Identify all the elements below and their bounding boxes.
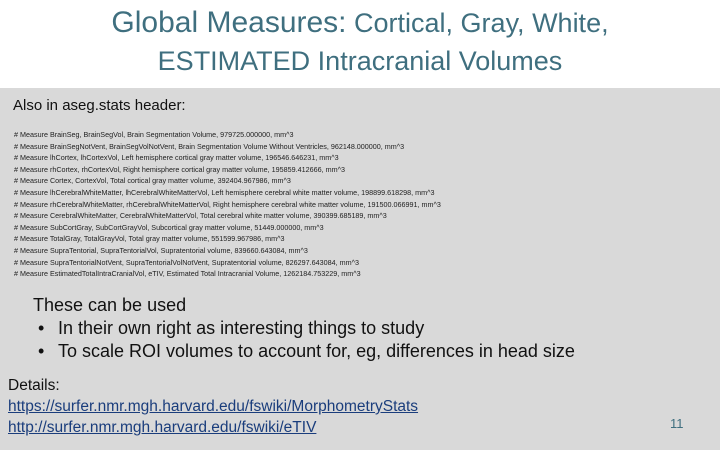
usage-bullet [38,340,575,363]
morphometry-stats-link[interactable]: https://surfer.nmr.mgh.harvard.edu/fswiki/MorphometryStats [8,398,419,415]
measure-line: # Measure BrainSeg, BrainSegVol, Brain Segmentation Volume, 979725.000000, mm^3 [14,130,294,139]
measure-line: # Measure SupraTentorial, SupraTentorialVol, Supratentorial volume, 839660.643084, mm^3 [14,245,308,255]
usage-section [33,294,575,363]
title-part-1: Global Measures: [111,6,347,39]
usage-bullet-text: To scale ROI volumes to account for, eg, differences in head size [58,341,575,361]
measure-line: # Measure SupraTentorialNotVent, SupraTentorialVolNotVent, Supratentorial volume, 826297.643084, mm^3 [14,257,359,267]
details-section [8,375,418,438]
measure-line: # Measure rhCortex, rhCortexVol, Right hemisphere cortical gray matter volume, 195859.412666, mm^3 [14,164,345,174]
title-part-2: Cortical, Gray, White, [354,8,609,38]
measure-line: # Measure lhCortex, lhCortexVol, Left hemisphere cortical gray matter volume, 196546.646231, mm^3 [14,153,339,163]
usage-bullet [38,317,575,340]
measures-list [14,129,714,280]
slide-number: 11 [670,416,684,431]
measure-line: # Measure Cortex, CortexVol, Total cortical gray matter volume, 392404.967986, mm^3 [14,176,291,186]
etiv-link[interactable]: http://surfer.nmr.mgh.harvard.edu/fswiki/eTIV [8,419,317,436]
measure-line: # Measure EstimatedTotalIntraCranialVol, eTIV, Estimated Total Intracranial Volume, 1262184.753229, mm^3 [14,269,361,279]
title-line-2: ESTIMATED Intracranial Volumes [157,46,563,76]
measure-line: # Measure BrainSegNotVent, BrainSegVolNotVent, Brain Segmentation Volume Without Ventricles, 962148.000000, mm^3 [14,141,405,151]
title-line-1 [0,6,720,40]
measure-line: # Measure TotalGray, TotalGrayVol, Total gray matter volume, 551599.967986, mm^3 [14,234,285,244]
measure-line: # Measure CerebralWhiteMatter, CerebralWhiteMatterVol, Total cerebral white matter volume, 390399.685189, mm^3 [14,211,387,221]
slide-title [0,6,720,79]
measure-line: # Measure rhCerebralWhiteMatter, rhCerebralWhiteMatterVol, Right hemisphere cerebral white matter volume, 191500.066991, mm^3 [14,199,441,209]
usage-intro: These can be used [33,295,187,315]
measure-line: # Measure lhCerebralWhiteMatter, lhCerebralWhiteMatterVol, Left hemisphere cerebral white matter volume, 198899.618298, mm^3 [14,187,435,197]
usage-bullet-text: In their own right as interesting things to study [58,318,425,338]
measure-line: # Measure SubCortGray, SubCortGrayVol, Subcortical gray matter volume, 51449.000000, mm^3 [14,222,324,232]
bullet-marker: • [38,318,45,338]
bullet-marker: • [38,341,45,361]
aseg-header-label: Also in aseg.stats header: [13,97,186,114]
details-label: Details: [8,377,60,394]
